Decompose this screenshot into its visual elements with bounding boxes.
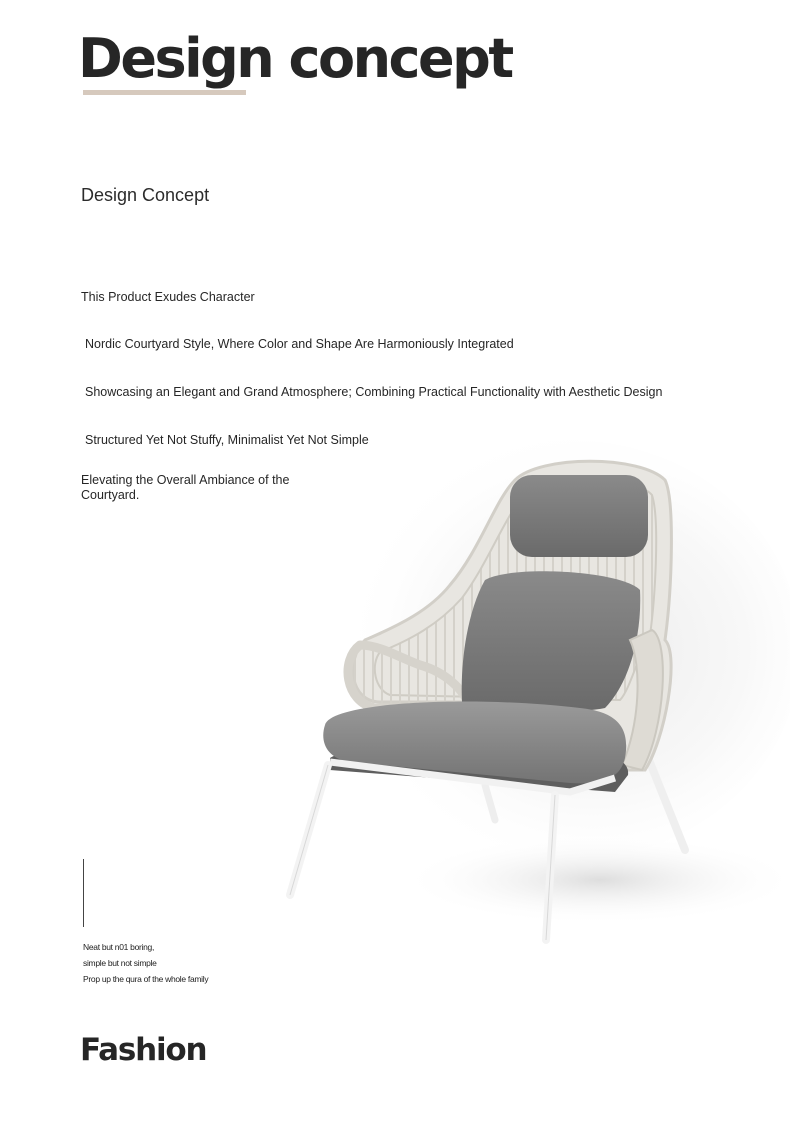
paragraph-line-1: This Product Exudes Character xyxy=(81,290,255,304)
paragraph-line-4: Structured Yet Not Stuffy, Minimalist Yet Not Simple xyxy=(85,433,369,447)
back-cushion xyxy=(462,571,641,711)
page-title: Design concept xyxy=(78,27,512,90)
paragraph-line-5: Elevating the Overall Ambiance of the Courtyard. xyxy=(81,473,290,502)
front-leg-left-edge xyxy=(290,765,328,895)
fashion-heading: Fashion xyxy=(80,1032,207,1068)
tagline-line-2: simple but not simple xyxy=(83,958,157,968)
lounge-chair-image xyxy=(270,440,790,960)
vertical-divider xyxy=(83,859,84,927)
tagline-line-1: Neat but n01 boring, xyxy=(83,942,155,952)
tagline-line-3: Prop up the qura of the whole family xyxy=(83,974,209,984)
headrest-cushion xyxy=(510,475,648,557)
paragraph-line-3: Showcasing an Elegant and Grand Atmosphere; Combining Practical Functionality with Aesthetic Design xyxy=(85,385,663,399)
floor-shadow xyxy=(400,835,790,925)
section-subtitle: Design Concept xyxy=(81,185,210,205)
title-underline xyxy=(83,90,246,95)
paragraph-line-2: Nordic Courtyard Style, Where Color and Shape Are Harmoniously Integrated xyxy=(85,337,514,351)
